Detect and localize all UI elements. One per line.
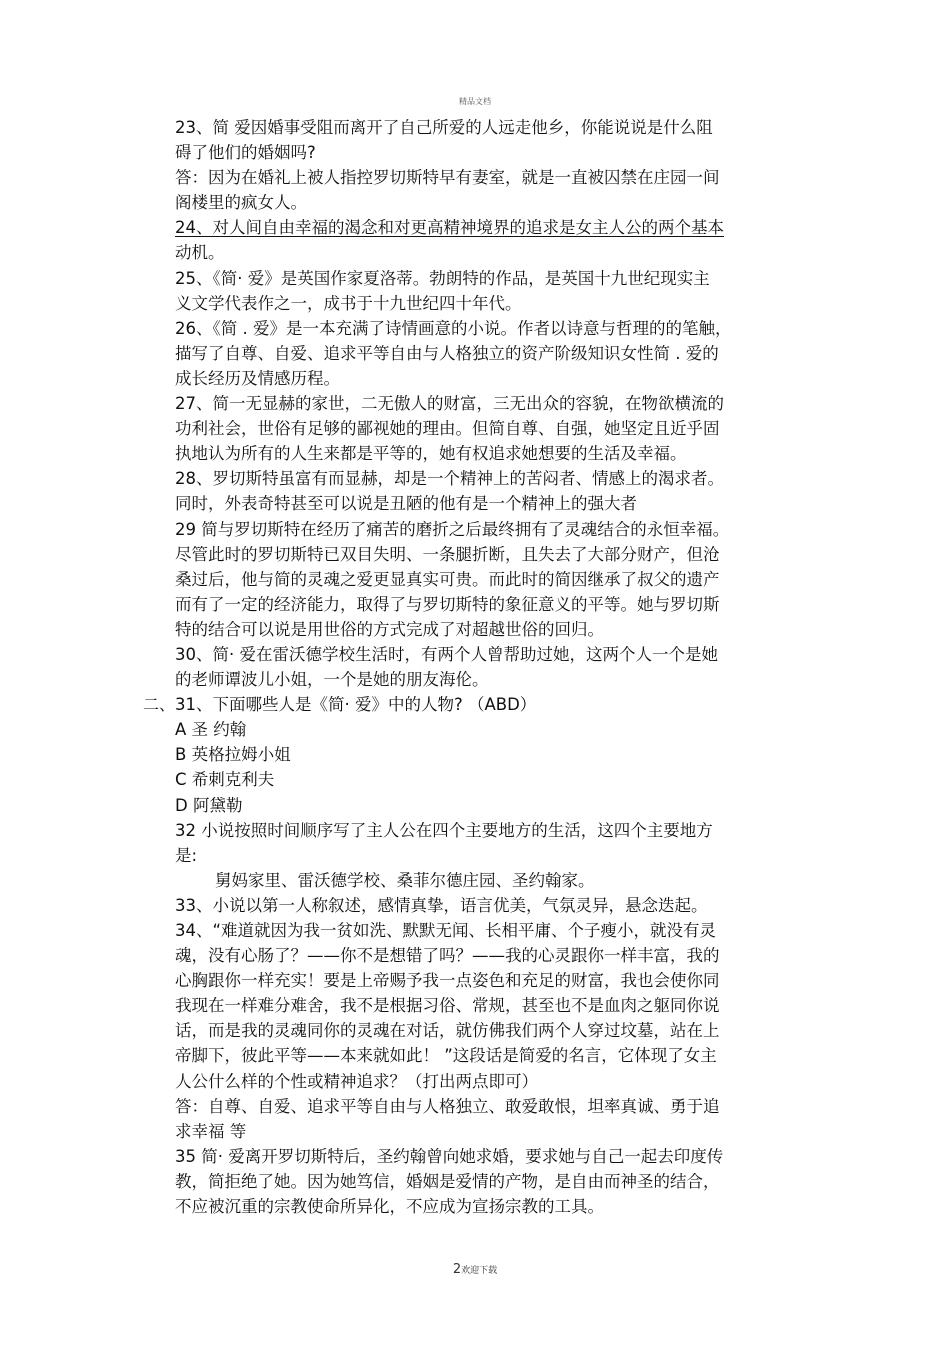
- text-line: 33、小说以第一人称叙述，感情真挚，语言优美，气氛灵异，悬念迭起。: [175, 895, 708, 915]
- section-mark: 二、: [143, 695, 176, 715]
- text-line: 执地认为所有的人生来都是平等的，她有权追求她想要的生活及幸福。: [175, 444, 687, 464]
- text-line: 描写了自尊、自爱、追求平等自由与人格独立的资产阶级知识女性简 . 爱的: [175, 343, 719, 363]
- text-line: 35 简· 爱离开罗切斯特后，圣约翰曾向她求婚，要求她与自己一起去印度传: [175, 1146, 724, 1166]
- text-line: 34、“难道就因为我一贫如洗、默默无闻、长相平庸、个子瘦小，就没有灵: [175, 921, 717, 940]
- text-line: 舅妈家里、雷沃德学校、桑菲尔德庄园、圣约翰家。: [215, 870, 595, 890]
- question-31-line: [143, 692, 815, 717]
- text-line: 30、简· 爱在雷沃德学校生活时，有两个人曾帮助过她，这两个人一个是她: [175, 644, 718, 664]
- text-line: 23、简 爱因婚事受阻而离开了自己所爱的人远走他乡，你能说说是什么阻: [175, 118, 713, 137]
- text-line: 28、罗切斯特虽富有而显赫，却是一个精神上的苦闷者、情感上的渴求者。: [175, 469, 724, 489]
- text-line: 碍了他们的婚姻吗?: [175, 143, 316, 163]
- text-line: 心胸跟你一样充实！要是上帝赐予我一点姿色和充足的财富，我也会使你同: [175, 971, 720, 991]
- footer-suffix: 欢迎下载: [461, 1266, 498, 1276]
- text-line: 27、简一无显赫的家世，二无傲人的财富，三无出众的容貌，在物欲横流的: [175, 394, 724, 414]
- text-line: 义文学代表作之一，成书于十九世纪四十年代。: [175, 293, 522, 313]
- text-line: 而有了一定的经济能力，取得了与罗切斯特的象征意义的平等。她与罗切斯: [175, 594, 720, 614]
- text-line: 成长经历及情感历程。: [175, 368, 340, 388]
- text-line: 的老师谭波儿小姐，一个是她的朋友海伦。: [175, 670, 489, 690]
- document-body: [143, 115, 815, 1219]
- text-line: 答：自尊、自爱、追求平等自由与人格独立、敢爱敢恨，坦率真诚、勇于追: [175, 1096, 720, 1116]
- text-line: 29 简与罗切斯特在经历了痛苦的磨折之后最终拥有了灵魂结合的永恒幸福。: [175, 519, 730, 539]
- text-line: 尽管此时的罗切斯特已双目失明、一条腿折断，且失去了大部分财产，但沧: [175, 544, 720, 564]
- option-line: D 阿黛勒: [175, 795, 243, 815]
- text-line: 同时，外表奇特甚至可以说是丑陋的他有是一个精神上的强大者: [175, 494, 637, 514]
- text-line: 我现在一样难分难舍，我不是根据习俗、常规，甚至也不是血肉之躯同你说: [175, 996, 720, 1016]
- text-line: 动机。: [175, 243, 225, 263]
- text-line: 人公什么样的个性或精神追求？（打出两点即可）: [175, 1071, 538, 1091]
- option-line: B 英格拉姆小姐: [175, 745, 291, 765]
- page-header: 精品文档: [459, 97, 491, 106]
- text-line: 话，而是我的灵魂同你的灵魂在对话，就仿佛我们两个人穿过坟墓，站在上: [175, 1021, 720, 1041]
- text-line: 功利社会，世俗有足够的鄙视她的理由。但简自尊、自强，她坚定且近乎固: [175, 419, 720, 439]
- page-footer: [0, 1262, 950, 1277]
- text-line: 魂，没有心肠了？——你不是想错了吗？——我的心灵跟你一样丰富，我的: [175, 946, 720, 966]
- text-line: 答：因为在婚礼上被人指控罗切斯特早有妻室，就是一直被囚禁在庄园一间: [175, 168, 720, 188]
- text-line: 桑过后，他与简的灵魂之爱更显真实可贵。而此时的简因继承了叔父的遗产: [175, 569, 720, 589]
- text-line: 求幸福 等: [175, 1121, 247, 1141]
- text-line: 31、下面哪些人是《简· 爱》中的人物? （ABD）: [175, 695, 537, 715]
- text-line: 特的结合可以说是用世俗的方式完成了对超越世俗的回归。: [175, 619, 604, 639]
- text-line: 教，简拒绝了她。因为她笃信，婚姻是爱情的产物，是自由而神圣的结合，: [175, 1171, 720, 1191]
- text-line: 帝脚下，彼此平等——本来就如此！ ”这段话是简爱的名言，它体现了女主: [175, 1046, 717, 1066]
- text-line: 是:: [175, 845, 198, 865]
- text-line: 25、《简· 爱》是英国作家夏洛蒂。勃朗特的作品，是英国十九世纪现实主: [175, 268, 710, 288]
- text-line: 32 小说按照时间顺序写了主人公在四个主要地方的生活，这四个主要地方: [175, 820, 713, 840]
- option-line: A 圣 约翰: [175, 720, 247, 740]
- page-number: 2: [452, 1262, 462, 1277]
- text-line: 26、《简 . 爱》是一本充满了诗情画意的小说。作者以诗意与哲理的的笔触，: [175, 318, 732, 338]
- text-line: 不应被沉重的宗教使命所异化，不应成为宣扬宗教的工具。: [175, 1197, 604, 1217]
- text-line: 24、对人间自由幸福的渴念和对更高精神境界的追求是女主人公的两个基本: [175, 218, 724, 238]
- text-line: 阁楼里的疯女人。: [175, 193, 307, 213]
- option-line: C 希刺克利夫: [175, 770, 275, 790]
